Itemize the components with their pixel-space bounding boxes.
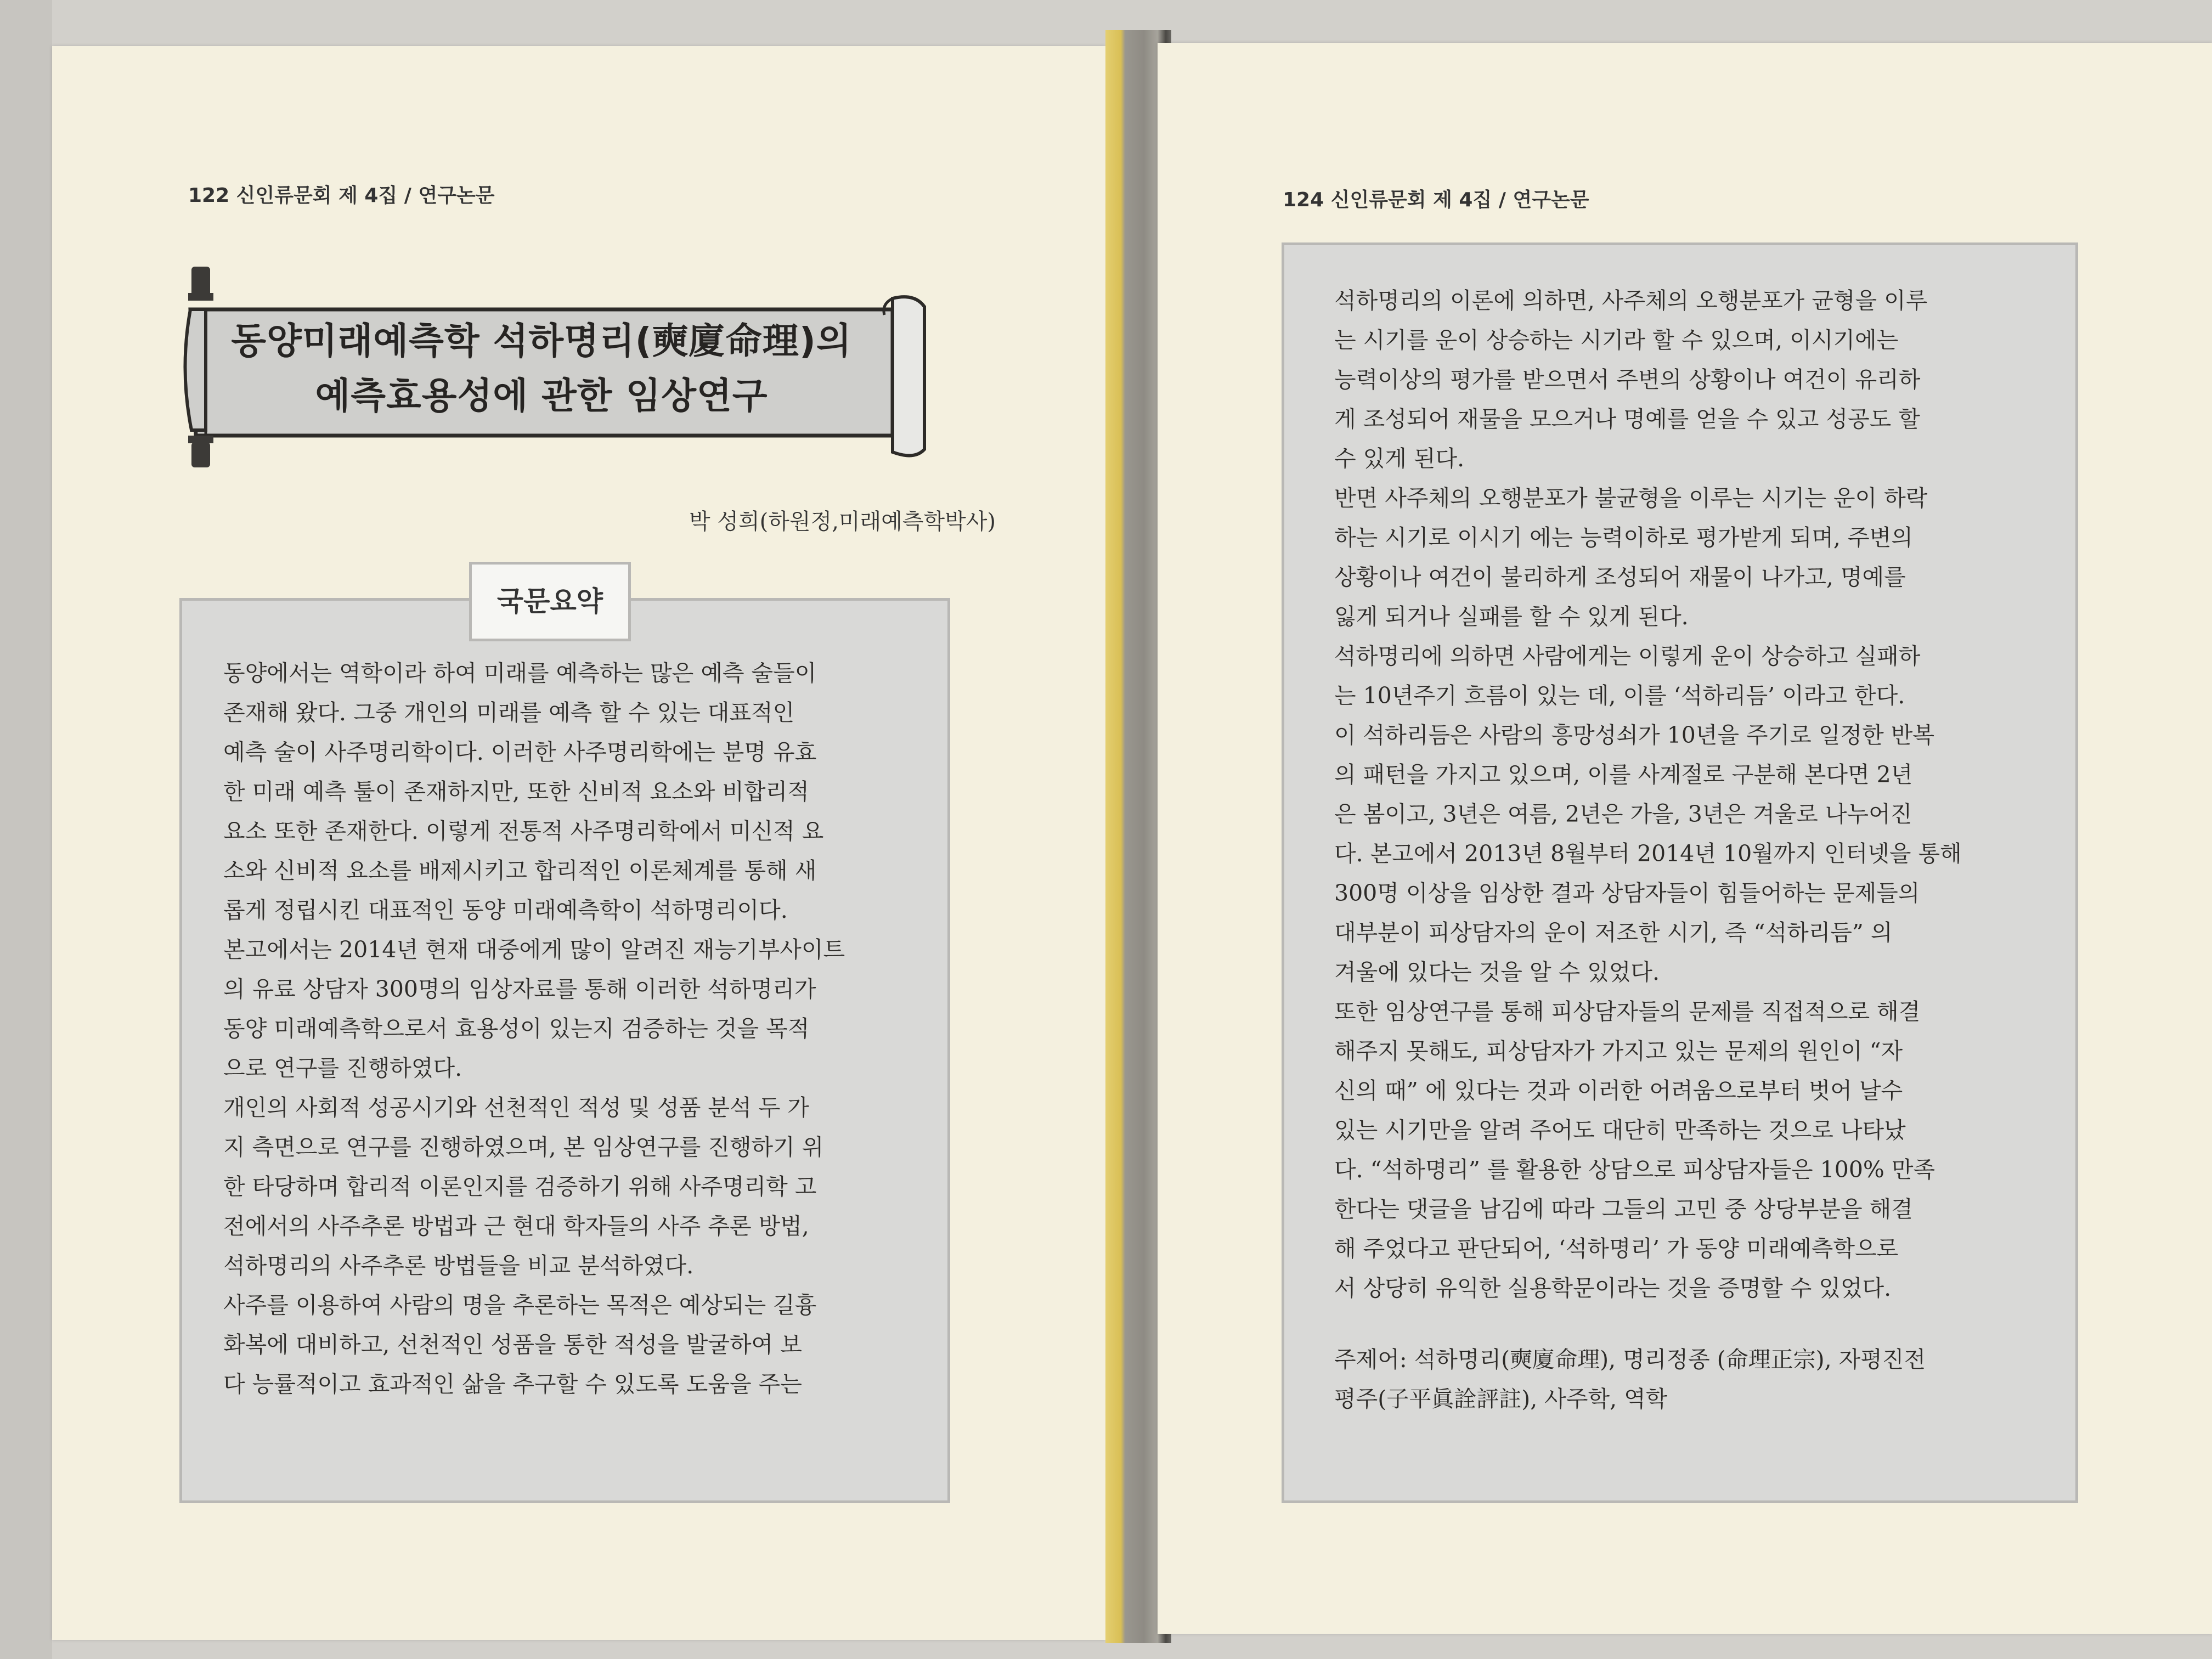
abstract-line: 동양에서는 역학이라 하여 미래를 예측하는 많은 예측 술들이 bbox=[223, 660, 817, 686]
keywords-line: 주제어: 석하명리(奭廈命理), 명리정종 (命理正宗), 자평진전 bbox=[1334, 1346, 1926, 1373]
left-page bbox=[52, 46, 1105, 1640]
abstract-line: 다. “석하명리” 를 활용한 상담으로 피상담자들은 100% 만족 bbox=[1334, 1156, 1936, 1183]
abstract-line: 전에서의 사주추론 방법과 근 현대 학자들의 사주 추론 방법, bbox=[223, 1213, 809, 1239]
title-line: 예측효용성에 관한 임상연구 bbox=[315, 375, 768, 417]
abstract-line: 상황이나 여건이 불리하게 조성되어 재물이 나가고, 명예를 bbox=[1334, 564, 1906, 590]
abstract-line: 다. 본고에서 2013년 8월부터 2014년 10월까지 인터넷을 통해 bbox=[1334, 840, 1962, 867]
abstract-line: 수 있게 된다. bbox=[1334, 445, 1465, 472]
running-head-left: 122 신인류문회 제 4집 / 연구논문 bbox=[188, 184, 495, 207]
abstract-line: 는 10년주기 흐름이 있는 데, 이를 ‘석하리듬’ 이라고 한다. bbox=[1334, 682, 1905, 709]
abstract-line: 해주지 못해도, 피상담자가 가지고 있는 문제의 원인이 “자 bbox=[1334, 1038, 1903, 1064]
abstract-line: 신의 때” 에 있다는 것과 이러한 어려움으로부터 벗어 날수 bbox=[1334, 1077, 1903, 1104]
abstract-line: 롭게 정립시킨 대표적인 동양 미래예측학이 석하명리이다. bbox=[223, 897, 788, 923]
keywords-line: 평주(子平眞詮評註), 사주학, 역학 bbox=[1334, 1386, 1668, 1412]
abstract-line: 으로 연구를 진행하였다. bbox=[223, 1055, 462, 1081]
abstract-line: 다 능률적이고 효과적인 삶을 추구할 수 있도록 도움을 주는 bbox=[223, 1371, 802, 1397]
abstract-line: 300명 이상을 임상한 결과 상담자들이 힘들어하는 문제들의 bbox=[1334, 880, 1920, 906]
background-surface bbox=[0, 0, 52, 1659]
abstract-line: 는 시기를 운이 상승하는 시기라 할 수 있으며, 이시기에는 bbox=[1334, 327, 1899, 353]
abstract-line: 또한 임상연구를 통해 피상담자들의 문제를 직접적으로 해결 bbox=[1334, 998, 1921, 1025]
abstract-line: 겨울에 있다는 것을 알 수 있었다. bbox=[1334, 959, 1660, 985]
abstract-line: 개인의 사회적 성공시기와 선천적인 적성 및 성품 분석 두 가 bbox=[223, 1094, 809, 1121]
abstract-line: 한 타당하며 합리적 이론인지를 검증하기 위해 사주명리학 고 bbox=[223, 1173, 817, 1200]
running-head-right: 124 신인류문회 제 4집 / 연구논문 bbox=[1283, 189, 1589, 211]
abstract-line: 석하명리에 의하면 사람에게는 이렇게 운이 상승하고 실패하 bbox=[1334, 643, 1921, 669]
abstract-line: 반면 사주체의 오행분포가 불균형을 이루는 시기는 운이 하락 bbox=[1334, 485, 1928, 511]
abstract-line: 의 유료 상담자 300명의 임상자료를 통해 이러한 석하명리가 bbox=[223, 976, 816, 1002]
title-line: 동양미래예측학 석하명리(奭廈命理)의 bbox=[231, 320, 852, 362]
abstract-line: 존재해 왔다. 그중 개인의 미래를 예측 할 수 있는 대표적인 bbox=[223, 699, 795, 726]
abstract-line: 능력이상의 평가를 받으면서 주변의 상황이나 여건이 유리하 bbox=[1334, 366, 1921, 393]
abstract-line: 게 조성되어 재물을 모으거나 명예를 얻을 수 있고 성공도 할 bbox=[1334, 406, 1920, 432]
article-title bbox=[223, 314, 860, 424]
abstract-line: 은 봄이고, 3년은 여름, 2년은 가을, 3년은 겨울로 나누어진 bbox=[1334, 801, 1912, 827]
abstract-line: 한 미래 예측 툴이 존재하지만, 또한 신비적 요소와 비합리적 bbox=[223, 778, 809, 805]
abstract-line: 대부분이 피상담자의 운이 저조한 시기, 즉 “석하리듬” 의 bbox=[1334, 919, 1893, 946]
abstract-line: 서 상당히 유익한 실용학문이라는 것을 증명할 수 있었다. bbox=[1334, 1275, 1892, 1301]
abstract-line: 화복에 대비하고, 선천적인 성품을 통한 적성을 발굴하여 보 bbox=[223, 1331, 802, 1358]
abstract-line: 석하명리의 이론에 의하면, 사주체의 오행분포가 균형을 이루 bbox=[1334, 287, 1928, 314]
abstract-line: 소와 신비적 요소를 배제시키고 합리적인 이론체계를 통해 새 bbox=[223, 857, 817, 884]
abstract-line: 잃게 되거나 실패를 할 수 있게 된다. bbox=[1334, 603, 1689, 630]
abstract-line: 이 석하리듬은 사람의 흥망성쇠가 10년을 주기로 일정한 반복 bbox=[1334, 722, 1934, 748]
abstract-line: 지 측면으로 연구를 진행하였으며, 본 임상연구를 진행하기 위 bbox=[223, 1134, 824, 1160]
abstract-line: 예측 술이 사주명리학이다. 이러한 사주명리학에는 분명 유효 bbox=[223, 739, 817, 765]
abstract-label: 국문요약 bbox=[469, 562, 631, 641]
abstract-line: 사주를 이용하여 사람의 명을 추론하는 목적은 예상되는 길흉 bbox=[223, 1292, 817, 1318]
abstract-line: 있는 시기만을 알려 주어도 대단히 만족하는 것으로 나타났 bbox=[1334, 1117, 1906, 1143]
abstract-line: 하는 시기로 이시기 에는 능력이하로 평가받게 되며, 주변의 bbox=[1334, 524, 1913, 551]
abstract-line: 해 주었다고 판단되어, ‘석하명리’ 가 동양 미래예측학으로 bbox=[1334, 1235, 1899, 1262]
abstract-line: 요소 또한 존재한다. 이렇게 전통적 사주명리학에서 미신적 요 bbox=[223, 818, 824, 844]
abstract-line: 석하명리의 사주추론 방법들을 비교 분석하였다. bbox=[223, 1252, 694, 1279]
author-line: 박 성희(하원정,미래예측학박사) bbox=[689, 509, 996, 534]
abstract-line: 의 패턴을 가지고 있으며, 이를 사계절로 구분해 본다면 2년 bbox=[1334, 761, 1913, 788]
abstract-line: 본고에서는 2014년 현재 대중에게 많이 알려진 재능기부사이트 bbox=[223, 936, 845, 963]
abstract-line: 한다는 댓글을 남김에 따라 그들의 고민 중 상당부분을 해결 bbox=[1334, 1196, 1913, 1222]
title-scroll bbox=[179, 255, 936, 474]
right-page bbox=[1158, 43, 2212, 1634]
abstract-line: 동양 미래예측학으로서 효용성이 있는지 검증하는 것을 목적 bbox=[223, 1015, 810, 1042]
